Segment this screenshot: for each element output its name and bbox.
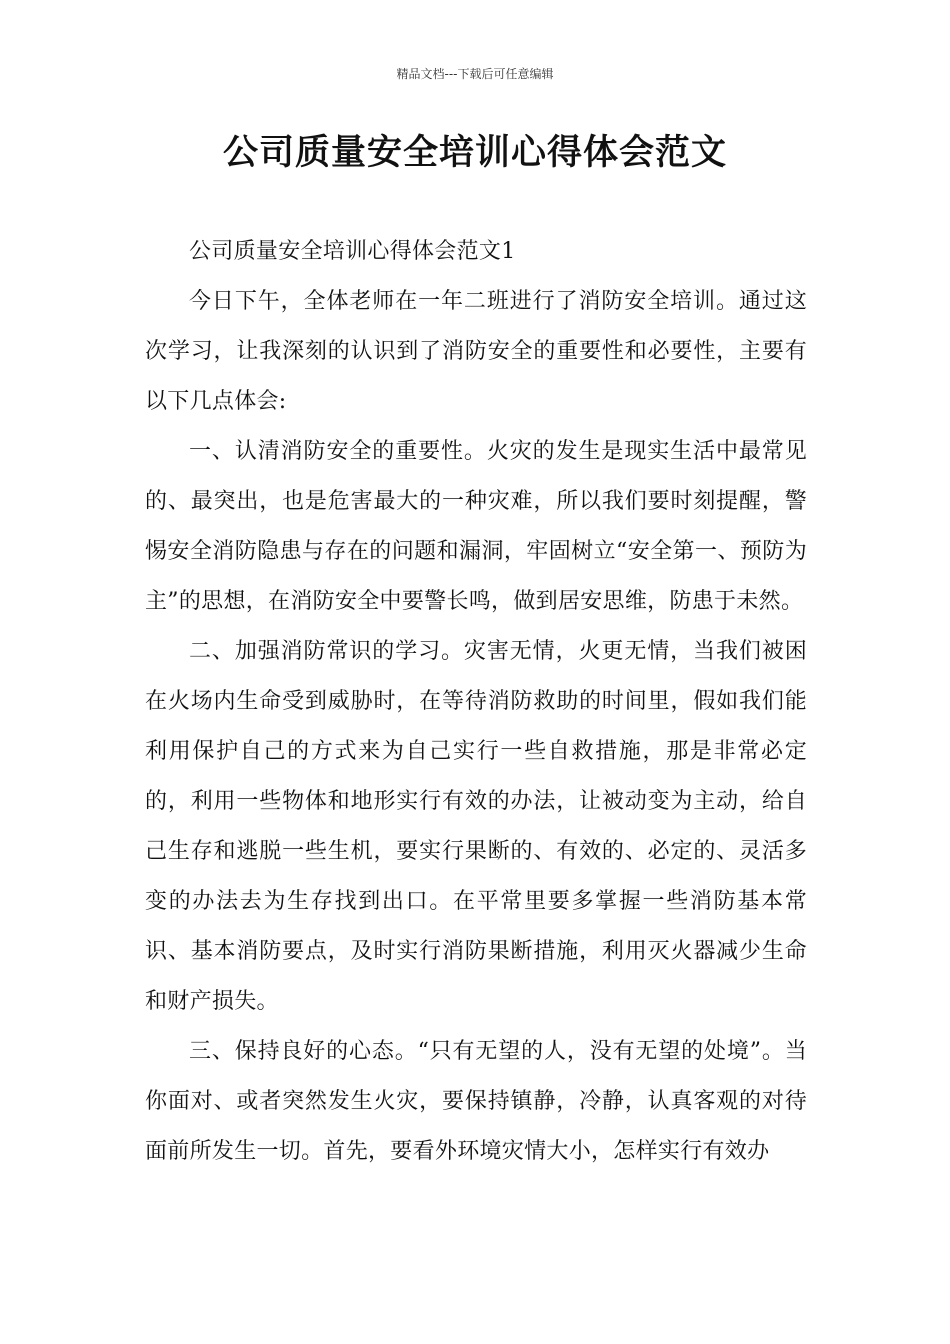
paragraph-point-1: 一、认清消防安全的重要性。火灾的发生是现实生活中最常见的、最突出，也是危害最大的一种灾难，所以我们要时刻提醒，警惕安全消防隐患与存在的问题和漏洞，牢固树立“安全第一、预防为主”的思想，在消防安全中要警长鸣，做到居安思维，防患于未然。 bbox=[145, 439, 807, 614]
header-note: 精品文档---下载后可任意编辑 bbox=[396, 67, 554, 81]
paragraph-point-3: 三、保持良好的心态。“只有无望的人，没有无望的处境”。当你面对、或者突然发生火灾，要保持镇静，冷静，认真客观的对待面前所发生一切。首先，要看外环境灾情大小，怎样实行有效办 bbox=[145, 1039, 807, 1164]
document-title: 公司质量安全培训心得体会范文 bbox=[222, 133, 727, 173]
paragraph-intro: 今日下午，全体老师在一年二班进行了消防安全培训。通过这次学习，让我深刻的认识到了消防安全的重要性和必要性，主要有以下几点体会: bbox=[145, 289, 807, 414]
paragraph-point-2: 二、加强消防常识的学习。灾害无情，火更无情，当我们被困在火场内生命受到威胁时，在等待消防救助的时间里，假如我们能利用保护自己的方式来为自己实行一些自救措施，那是非常必定的，利用一些物体和地形实行有效的办法，让被动变为主动，给自己生存和逃脱一些生机，要实行果断的、有效的、必定的、灵活多变的办法去为生存找到出口。在平常里要多掌握一些消防基本常识、基本消防要点，及时实行消防果断措施，利用灭火器减少生命和财产损失。 bbox=[145, 639, 807, 1014]
section-heading: 公司质量安全培训心得体会范文1 bbox=[189, 239, 516, 264]
document-body bbox=[145, 227, 807, 1177]
